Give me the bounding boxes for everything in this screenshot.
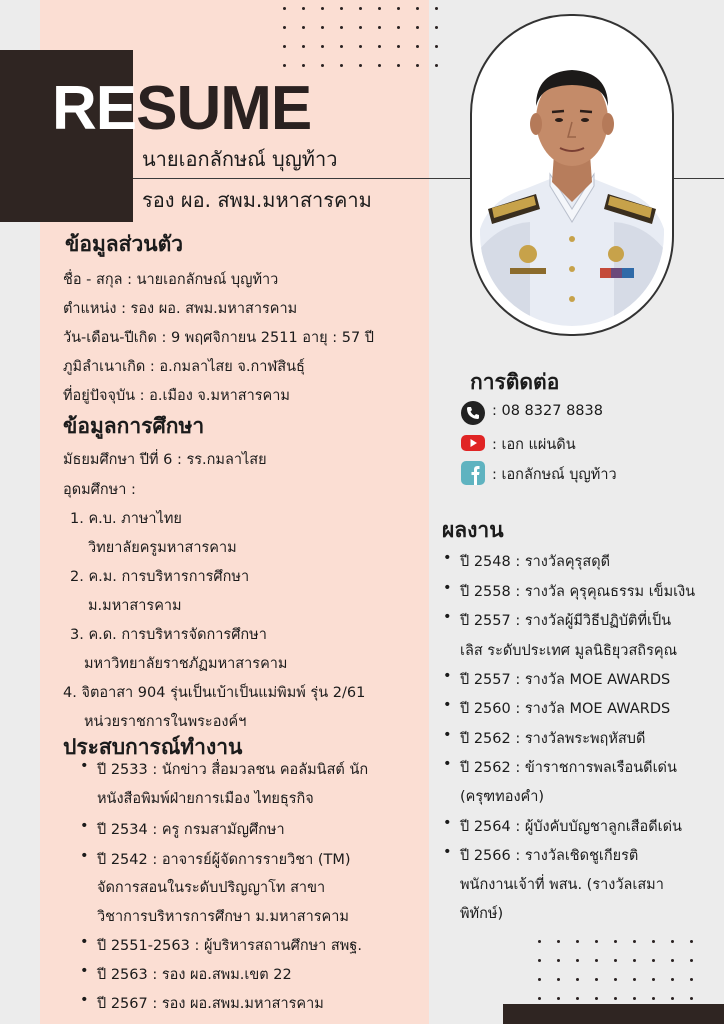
- dot: [633, 978, 636, 981]
- resume-title-rest: SUME: [136, 74, 312, 143]
- works-item-cont: พิทักษ์): [460, 906, 504, 922]
- dot: [302, 7, 305, 10]
- resume-title: [52, 74, 311, 144]
- bottom-bar: [503, 1004, 724, 1024]
- dot: [633, 959, 636, 962]
- dot: [435, 26, 438, 29]
- dot: [538, 959, 541, 962]
- dot: [576, 978, 579, 981]
- personal-line: ภูมิลำเนาเกิด : อ.กมลาไสย จ.กาฬสินธุ์: [63, 359, 305, 375]
- dot: [690, 997, 693, 1000]
- works-item-cont: พนักงานเจ้าที่ พสน. (รางวัลเสมา: [460, 877, 664, 893]
- dot: [416, 64, 419, 67]
- dot: [397, 7, 400, 10]
- dot: [633, 997, 636, 1000]
- dot: [359, 26, 362, 29]
- dot: [557, 978, 560, 981]
- dot: [557, 959, 560, 962]
- resume-title-re: RE: [52, 74, 137, 143]
- education-heading: ข้อมูลการศึกษา: [63, 414, 205, 438]
- dot: [321, 26, 324, 29]
- works-item: • ปี 2562 : รางวัลพระพฤหัสบดี: [460, 727, 645, 750]
- dot: [378, 64, 381, 67]
- divider-line-right: [672, 178, 724, 179]
- profile-photo: [480, 24, 664, 326]
- divider-line: [133, 178, 473, 179]
- dot: [538, 997, 541, 1000]
- personal-line: ที่อยู่ปัจจุบัน : อ.เมือง จ.มหาสารคาม: [63, 388, 290, 404]
- works-heading: ผลงาน: [442, 518, 504, 542]
- dot: [595, 959, 598, 962]
- dot: [614, 997, 617, 1000]
- experience-item-cont: จัดการสอนในระดับปริญญาโท สาขา: [97, 880, 326, 896]
- dot: [538, 978, 541, 981]
- dot: [557, 997, 560, 1000]
- dot: [671, 978, 674, 981]
- dot: [538, 940, 541, 943]
- education-secondary: มัธยมศึกษา ปีที่ 6 : รร.กมลาไสย: [63, 452, 267, 468]
- works-item: • ปี 2548 : รางวัลคุรุสดุดี: [460, 550, 610, 573]
- dot: [576, 940, 579, 943]
- dot: [378, 7, 381, 10]
- dot: [595, 940, 598, 943]
- dot: [671, 940, 674, 943]
- education-item: มหาวิทยาลัยราชภัฏมหาสารคาม: [84, 656, 288, 672]
- dot: [671, 997, 674, 1000]
- dot: [378, 45, 381, 48]
- experience-item-cont: วิชาการบริหารการศึกษา ม.มหาสารคาม: [97, 909, 349, 925]
- dot: [595, 997, 598, 1000]
- dot: [595, 978, 598, 981]
- contact-facebook-text: : เอกลักษณ์ บุญท้าว: [492, 467, 617, 483]
- dot: [416, 7, 419, 10]
- youtube-icon: [460, 430, 486, 456]
- dot: [576, 959, 579, 962]
- experience-heading: ประสบการณ์ทำงาน: [63, 735, 243, 759]
- dot: [302, 45, 305, 48]
- education-item: หน่วยราชการในพระองค์ฯ: [84, 714, 247, 730]
- dot: [690, 940, 693, 943]
- dot: [359, 45, 362, 48]
- works-item-cont: เลิส ระดับประเทศ มูลนิธิยุวสถิรคุณ: [460, 643, 678, 659]
- personal-heading: ข้อมูลส่วนตัว: [65, 232, 184, 256]
- portrait-illustration: [480, 24, 664, 326]
- dot: [614, 978, 617, 981]
- contact-phone-text: : 08 8327 8838: [492, 403, 603, 419]
- personal-line: ตำแหน่ง : รอง ผอ. สพม.มหาสารคาม: [63, 301, 298, 317]
- experience-item-cont: หนังสือพิมพ์ฝ่ายการเมือง ไทยธุรกิจ: [97, 791, 314, 807]
- works-item: • ปี 2566 : รางวัลเชิดชูเกียรติ: [460, 844, 638, 867]
- works-item: • ปี 2557 : รางวัล MOE AWARDS: [460, 668, 670, 691]
- dot: [359, 7, 362, 10]
- phone-icon: [460, 400, 486, 426]
- works-item-cont: (ครุฑทองคำ): [460, 789, 545, 805]
- dot: [321, 45, 324, 48]
- works-item: • ปี 2560 : รางวัล MOE AWARDS: [460, 697, 670, 720]
- contact-youtube-text: : เอก แผ่นดิน: [492, 437, 576, 453]
- experience-item: • ปี 2567 : รอง ผอ.สพม.มหาสารคาม: [97, 992, 324, 1015]
- dot: [557, 940, 560, 943]
- dot: [302, 64, 305, 67]
- dot: [614, 940, 617, 943]
- dot: [652, 997, 655, 1000]
- facebook-icon: [460, 460, 486, 486]
- education-item: 1. ค.บ. ภาษาไทย: [70, 511, 182, 527]
- person-position: รอง ผอ. สพม.มหาสารคาม: [142, 188, 372, 212]
- dot: [321, 64, 324, 67]
- education-item: 4. จิตอาสา 904 รุ่นเป็นเบ้าเป็นแม่พิมพ์ รุ่น 2/61: [63, 685, 366, 701]
- dot: [340, 64, 343, 67]
- dot: [397, 26, 400, 29]
- dot: [378, 26, 381, 29]
- personal-line: ชื่อ - สกุล : นายเอกลักษณ์ บุญท้าว: [63, 272, 279, 288]
- dot: [671, 959, 674, 962]
- dot: [652, 940, 655, 943]
- works-item: • ปี 2564 : ผู้บังคับบัญชาลูกเสือดีเด่น: [460, 815, 682, 838]
- dot: [359, 64, 362, 67]
- experience-item: • ปี 2542 : อาจารย์ผู้จัดการรายวิชา (TM): [97, 848, 351, 871]
- dot: [652, 978, 655, 981]
- dot: [435, 45, 438, 48]
- education-item: ม.มหาสารคาม: [88, 598, 182, 614]
- education-item: วิทยาลัยครูมหาสารคาม: [88, 540, 237, 556]
- dot: [340, 26, 343, 29]
- dot: [397, 64, 400, 67]
- person-name: นายเอกลักษณ์ บุญท้าว: [142, 147, 338, 171]
- dot: [416, 26, 419, 29]
- works-item: • ปี 2558 : รางวัล คุรุคุณธรรม เข็มเงิน: [460, 580, 695, 603]
- education-higher-label: อุดมศึกษา :: [63, 482, 136, 498]
- dot: [416, 45, 419, 48]
- dot: [435, 7, 438, 10]
- dot: [690, 959, 693, 962]
- dot: [321, 7, 324, 10]
- experience-item: • ปี 2563 : รอง ผอ.สพม.เขต 22: [97, 963, 292, 986]
- dot: [397, 45, 400, 48]
- experience-item: • ปี 2533 : นักข่าว สื่อมวลชน คอลัมนิสต์ นัก: [97, 758, 368, 781]
- education-item: 2. ค.ม. การบริหารการศึกษา: [70, 569, 250, 585]
- experience-item: • ปี 2534 : ครู กรมสามัญศึกษา: [97, 818, 285, 841]
- personal-line: วัน-เดือน-ปีเกิด : 9 พฤศจิกายน 2511 อายุ : 57 ปี: [63, 330, 375, 346]
- profile-photo-frame: [470, 14, 674, 336]
- dot: [435, 64, 438, 67]
- dot: [283, 45, 286, 48]
- dot: [283, 64, 286, 67]
- works-item: • ปี 2557 : รางวัลผู้มีวิธีปฏิบัติที่เป็น: [460, 609, 671, 632]
- works-item: • ปี 2562 : ข้าราชการพลเรือนดีเด่น: [460, 756, 677, 779]
- dot: [576, 997, 579, 1000]
- dot: [690, 978, 693, 981]
- dot: [340, 45, 343, 48]
- experience-item: • ปี 2551-2563 : ผู้บริหารสถานศึกษา สพฐ.: [97, 934, 362, 957]
- education-item: 3. ค.ด. การบริหารจัดการศึกษา: [70, 627, 267, 643]
- dot: [633, 940, 636, 943]
- dot: [302, 26, 305, 29]
- dot: [283, 26, 286, 29]
- dot: [652, 959, 655, 962]
- dot: [340, 7, 343, 10]
- contact-heading: การติดต่อ: [470, 370, 560, 394]
- dot: [614, 959, 617, 962]
- dot: [283, 7, 286, 10]
